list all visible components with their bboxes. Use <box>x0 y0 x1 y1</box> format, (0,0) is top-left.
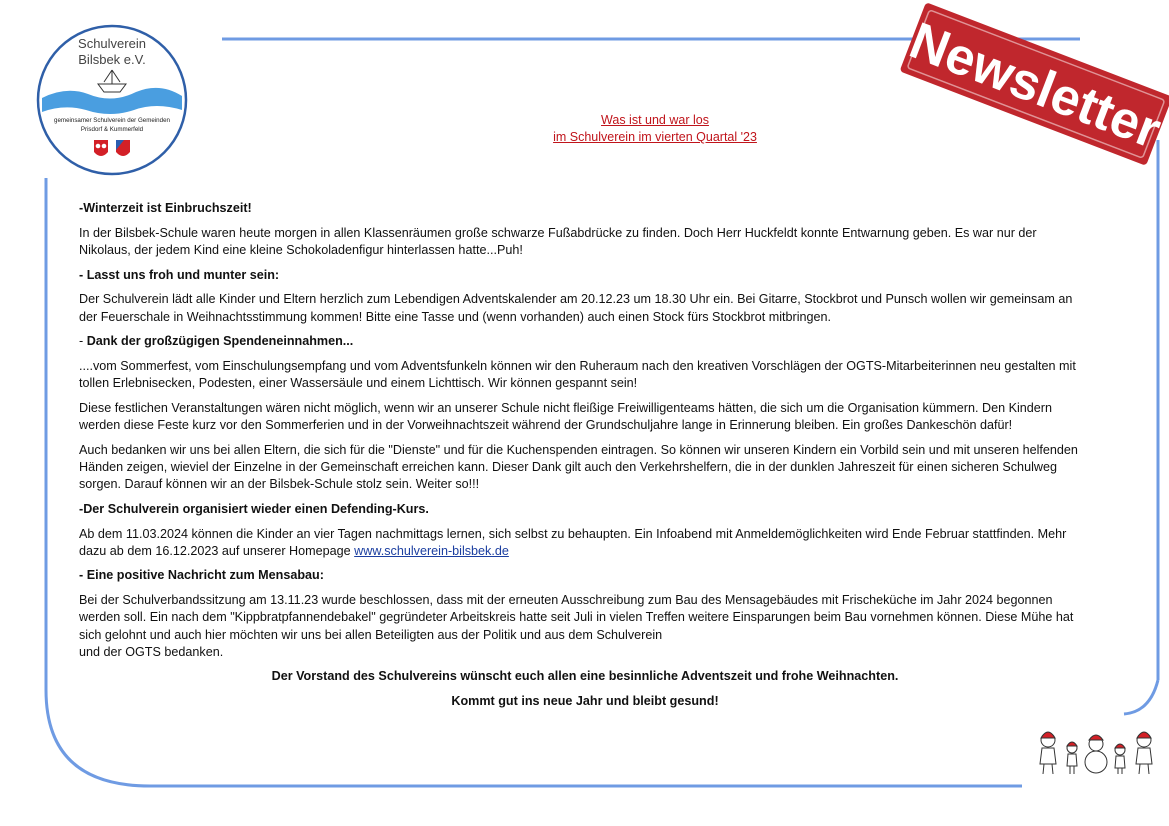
section-text-winterzeit: In der Bilsbek-Schule waren heute morgen in allen Klassenräumen große schwarze Fußabdrücke zu finden. Doch Herr Huckfeldt konnte Entwarnung geben. Es war nur der Nikolaus, der jedem Kind eine kleine Schokoladenfigur hinterlassen hatte...Puh! <box>79 225 1037 257</box>
newsletter-heading <box>500 112 810 146</box>
section-title-defending: -Der Schulverein organisiert wieder einen Defending-Kurs. <box>79 501 429 516</box>
newsletter-body <box>79 200 1091 718</box>
section-title-dank-prefix: - <box>79 334 87 349</box>
heading-line2: im Schulverein im vierten Quartal '23 <box>553 130 757 144</box>
section-title-mensabau: - Eine positive Nachricht zum Mensabau: <box>79 568 324 583</box>
section-title-dank-text: Dank der großzügigen Spendeneinnahmen... <box>86 334 354 349</box>
newsletter-stamp <box>896 0 1169 170</box>
section-title-froh: - Lasst uns froh und munter sein: <box>79 267 280 282</box>
logo-subline2: Prisdorf & Kummerfeld <box>80 126 144 133</box>
section-text-dank-2: Diese festlichen Veranstaltungen wären nicht möglich, wenn wir an unserer Schule nicht fleißige Freiwilligenteams hätten, die sich um die Organisation kümmern. Den Kindern werden diese Feste kurz vor den Sommerferien und in der Vorweihnachtszeit während der Grundschuljahre lange in Erinnerung bleiben. Ein großes Dankeschön dafür! <box>79 400 1053 433</box>
section-text-froh: Der Schulverein lädt alle Kinder und Eltern herzlich zum Lebendigen Adventskalender am 20.12.23 um 18.30 Uhr ein. Bei Gitarre, Stockbrot und Punsch wollen wir gemeinsam an der Feuerschale in Weihnachtsstimmung kommen! Bitte eine Tasse und (wenn vorhanden) auch einen Stock fürs Stockbrot mitbringen. <box>79 292 1073 324</box>
closing-line1: Der Vorstand des Schulvereins wünscht euch allen eine besinnliche Adventszeit und frohe Weihnachten. <box>271 669 899 684</box>
section-text-mensabau-1: Bei der Schulverbandssitzung am 13.11.23 wurde beschlossen, dass mit der erneuten Ausschreibung zum Bau des Mensagebäudes mit Frischeküche im Jahr 2024 begonnen werden soll. Ein nach dem "Kippbratpfannendebakel" gegründeter Arbeitskreis hatte seit Juli in vielen Treffen weitere Einsparungen beim Bau vornehmen können. Diese Mühe hat sich gelohnt und auch hier möchten wir uns bei allen Beteiligten aus der Politik und aus dem Schulverein <box>79 593 1074 642</box>
stamp-text: Newsletter <box>902 11 1169 161</box>
heading-line1: Was ist und war los <box>601 113 709 127</box>
section-title-dank <box>79 333 1091 350</box>
logo-subline1: gemeinsamer Schulverein der Gemeinden <box>54 117 170 124</box>
section-text-dank-3: Auch bedanken wir uns bei allen Eltern, die sich für die "Dienste" und für die Kuchenspenden eintragen. So können wir unseren Kindern ein Vorbild sein und mit unseren helfenden Händen zeigen, wieviel der Einzelne in der Gemeinschaft erreichen kann. Dieser Dank gilt auch den Verkehrshelfern, die in der dunklen Jahreszeit für einen sicheren Schulweg sorgen. Darauf können wir an der Bilsbek-Schule stolz sein. Weiter so!!! <box>79 442 1078 492</box>
section-text-mensabau-2: und der OGTS bedanken. <box>79 644 224 659</box>
section-text-defending-body: Ab dem 11.03.2024 können die Kinder an vier Tagen nachmittags lernen, sich selbst zu behaupten. Ein Infoabend mit Anmeldemöglichkeiten wird Ende Februar stattfinden. Mehr dazu ab dem 16.12.2023 auf unserer Homepage <box>79 526 1067 558</box>
closing-line2: Kommt gut ins neue Jahr und bleibt gesund! <box>451 694 719 709</box>
schulverein-logo <box>36 18 188 182</box>
christmas-kids-icon <box>1034 724 1160 776</box>
logo-line2: Bilsbek e.V. <box>78 52 146 67</box>
homepage-link[interactable]: www.schulverein-bilsbek.de <box>354 543 509 558</box>
logo-line1: Schulverein <box>78 36 146 51</box>
section-text-dank-1: ....vom Sommerfest, vom Einschulungsempfang und vom Adventsfunkeln können wir den Ruheraum nach den kreativen Vorschlägen der OGTS-Mitarbeiterinnen neu gestalten mit tollen Erlebnisecken, Podesten, einer Wassersäule und einem Lichttisch. Wir können gespannt sein! <box>79 358 1076 391</box>
section-text-mensabau <box>79 592 1091 661</box>
section-title-winterzeit: -Winterzeit ist Einbruchszeit! <box>79 201 252 215</box>
section-text-defending <box>79 526 1091 560</box>
